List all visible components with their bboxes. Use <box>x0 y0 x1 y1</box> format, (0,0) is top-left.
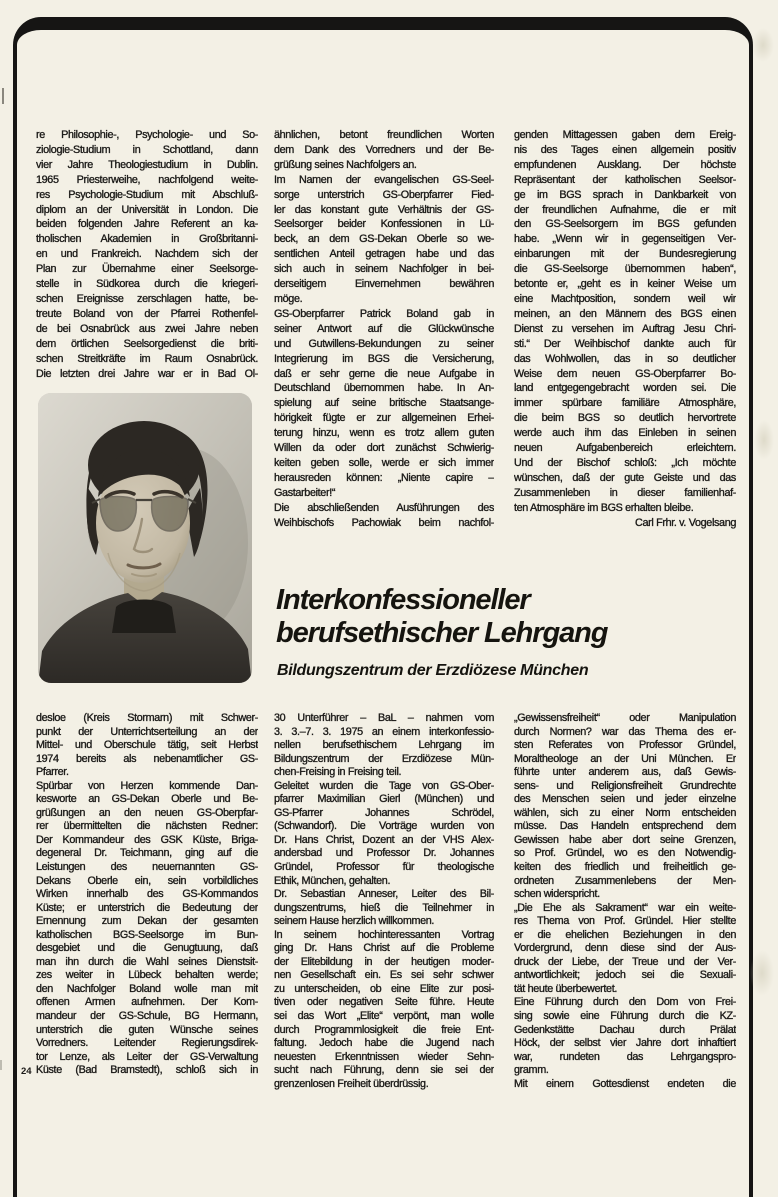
text-line: das Wohlwollen, das in so deutlicher <box>514 352 736 365</box>
text-line: GS-Oberpfarrer Patrick Boland gab in <box>274 307 494 320</box>
text-line: sei das Wort „Elite“ verpönt, man wolle <box>274 1010 494 1023</box>
text-line: 3. 3.–7. 3. 1975 an einem interkonfessio- <box>274 725 494 738</box>
article-subtitle: Bildungszentrum der Erzdiözese München <box>277 662 589 679</box>
text-line: werde auch ihm das Einleben in seinen <box>514 427 736 440</box>
article-boland-column-1 <box>36 128 258 381</box>
print-registration-mark <box>2 88 4 104</box>
text-line: diplom an der Universität in London. Die <box>36 203 258 216</box>
text-line: kesworte an GS-Dekan Oberle und Be- <box>36 793 258 806</box>
text-line: rer übermittelten die nächsten Redner: <box>36 820 258 833</box>
text-line: sich auch in seinem Nachfolger in bei- <box>274 263 494 276</box>
text-line: und Gutwillens-Bekundungen zu seiner <box>274 337 494 350</box>
text-line: Eine Führung durch den Dom von Frei- <box>514 996 736 1009</box>
text-line: grüßungen an den neuen GS-Oberpfar- <box>36 806 258 819</box>
text-line: terung hinzu, wenn es trotz allem guten <box>274 427 494 440</box>
text-line: dem Dank des Vorredners und der Be- <box>274 143 494 156</box>
text-line: res Psychologie-Studium mit Abschluß- <box>36 188 258 201</box>
text-line: Repräsentant der katholischen Seelsor- <box>514 173 736 186</box>
text-line: schen Ereignisse zerschlagen hatte, be- <box>36 292 258 305</box>
text-line: Moraltheologe an der Uni München. Er <box>514 752 736 765</box>
text-line: Dienst zu versehen im Auftrag Jesu Chri- <box>514 322 736 335</box>
text-line: seiner Antwort auf die Glückwünsche <box>274 322 494 335</box>
text-line: GS-Pfarrer Johannes Schrödel, <box>274 806 494 819</box>
text-line: ging Dr. Hans Christ auf die Probleme <box>274 942 494 955</box>
text-line: ten Atmosphäre im BGS erhalten bleibe. <box>514 501 694 514</box>
text-line: sucht nach Führung, denn sie sei der <box>274 1064 494 1077</box>
text-line: meinen, an den Männern des BGS einen <box>514 307 736 320</box>
text-line: degeneral Dr. Teichmann, ging auf die <box>36 847 258 860</box>
text-line: Dekans Oberle ein, sein vorbildliches <box>36 874 258 887</box>
text-line: nis des Tages einen allgemein positiv <box>514 143 736 156</box>
text-line: res Thema von Prof. Gründel. Hier stellte <box>514 915 736 928</box>
text-line: derseitigem Einvernehmen bewähren <box>274 278 494 291</box>
text-line: (Schwandorf). Die Vorträge wurden von <box>274 820 494 833</box>
text-line: wünschen, daß der gute Geiste und das <box>514 471 736 484</box>
text-line: Und der Bischof schloß: „Ich möchte <box>514 456 736 469</box>
text-line: beiden folgenden Jahre Referent an ka- <box>36 218 258 231</box>
text-line: wählen, sich zu einer Norm entscheiden <box>514 806 736 819</box>
article-boland-column-3 <box>514 128 736 530</box>
text-line: Plan zur Übernahme einer Seelsorge- <box>36 263 258 276</box>
page-number: 24 <box>21 1066 32 1077</box>
text-line: schen widerspricht. <box>514 888 600 901</box>
text-line: Gastarbeiter!“ <box>274 486 336 499</box>
text-line: Mit einem Gottesdienst endeten die <box>514 1077 736 1090</box>
text-line: Zusammenleben in dieser familienhaf- <box>514 486 736 499</box>
text-line: möge. <box>274 292 303 305</box>
text-line: Geleitet wurden die Tage von GS-Ober- <box>274 779 494 792</box>
text-line: „Die Ehe als Sakrament“ war ein weite- <box>514 901 736 914</box>
text-line: Vordergrund, denn diese sind der Aus- <box>514 942 736 955</box>
text-line: Bildungszentrum der Erzdiözese Mün- <box>274 752 494 765</box>
text-line: durch Normen? war das Thema des er- <box>514 725 736 738</box>
text-line: spielung auf seine britische Staatsange- <box>274 397 494 410</box>
text-line: empfundenen Ausklang. Der höchste <box>514 158 736 171</box>
paper-smudge <box>752 28 774 62</box>
text-line: 1974 bereits als nebenamtlicher GS- <box>36 752 258 765</box>
text-line: durch Programmlosigkeit die freie Ent- <box>274 1023 494 1036</box>
text-line: Seelsorger beider Konfessionen in Lü- <box>274 218 494 231</box>
text-line: nen Gesellschaft ein. Es sei sehr schwer <box>274 969 494 982</box>
text-line: Die abschließenden Ausführungen des <box>274 501 494 514</box>
print-registration-mark <box>0 1060 2 1070</box>
text-line: druck der Liebe, der Treue und der Ver- <box>514 955 736 968</box>
text-line: schen Streitkräfte im Raum Osnabrück. <box>36 352 258 365</box>
text-line: ge im BGS sprach in Dankbarkeit von <box>514 188 736 201</box>
portrait-photo <box>38 393 252 683</box>
text-line: hörigkeit fügte er zur allgemeinen Erhei- <box>274 412 494 425</box>
text-line: dem örtlichen Seelsorgedienst die briti- <box>36 337 258 350</box>
text-line: dungszentrums, hieß die Teilnehmer in <box>274 901 494 914</box>
text-line: Gewissen habe aber dort seine Grenzen, <box>514 833 736 846</box>
text-line: betonte er, „geht es in keiner Weise um <box>514 278 736 291</box>
text-line: Ernennung zum Dekan der gesamten <box>36 915 258 928</box>
text-line: war, rundeten das Lehrgangspro- <box>514 1050 736 1063</box>
text-line: man ihn durch die Wahl seines Dienstsit- <box>36 955 258 968</box>
text-line: neuen Aufgabenbereich erleichtern. <box>514 442 736 455</box>
text-line: en und Frankreich. Nachdem sich der <box>36 248 258 261</box>
text-line: punkt der Unterrichtserteilung an der <box>36 725 258 738</box>
article-lehrgang-column-left <box>274 712 494 1091</box>
text-line: In seinem hochinteressanten Vortrag <box>274 928 494 941</box>
text-line: „Gewissensfreiheit“ oder Manipulation <box>514 712 736 724</box>
text-line: der freundlichen Aufnahme, die er mit <box>514 203 736 216</box>
text-line: ordneten Zusammenlebens der Men- <box>514 874 736 887</box>
text-line: grenzenlosen Freiheit überdrüssig. <box>274 1077 429 1090</box>
text-line: Carl Frhr. v. Vogelsang <box>635 516 736 529</box>
text-line: 1965 Priesterweihe, nachfolgend weite- <box>36 173 258 186</box>
text-line: katholischen BGS-Seelsorge im Bun- <box>36 928 258 941</box>
text-line: Weihbischofs Pachowiak beim nachfol- <box>274 516 494 529</box>
text-line: immer spürbare familiäre Atmosphäre, <box>514 397 736 410</box>
text-line: keiten des friedlich und freiheitlich ge- <box>514 861 736 874</box>
text-line: herausreden können: „Niente capire – <box>274 471 494 484</box>
article-boland-column-1-continued <box>36 712 258 1078</box>
text-line: faltung. Jedoch habe die Jugend nach <box>274 1037 494 1050</box>
text-line: sing sowie eine Führung durch die KZ- <box>514 1010 736 1023</box>
text-line: de bei Osnabrück aus zwei Jahre neben <box>36 322 258 335</box>
text-line: Küste; er unterstrich die Bedeutung der <box>36 901 258 914</box>
text-line: Gedenkstätte Dachau durch Prälat <box>514 1023 736 1036</box>
paper-smudge <box>754 420 774 460</box>
text-line: sten Referates von Professor Gründel, <box>514 739 736 752</box>
text-line: antwortlichkeit; jedoch sei die Sexuali- <box>514 969 736 982</box>
text-line: vier Jahre Theologiestudium in Dublin. <box>36 158 258 171</box>
text-line: zes weiter in Lübeck behalten werde; <box>36 969 258 982</box>
text-line: ziologie-Studium in Schottland, dann <box>36 143 258 156</box>
text-line: Spürbar von Herzen kommende Dan- <box>36 779 258 792</box>
text-line: Vorredners. Leitender Regierungsdirek- <box>36 1037 258 1050</box>
text-line: tor Lenze, als Leiter der GS-Verwaltung <box>36 1050 258 1063</box>
text-line: daß er sehr gerne die neue Aufgabe in <box>274 367 494 380</box>
text-line: Gründel, Professor für theologische <box>274 861 494 874</box>
text-line: Ethik, München, gehalten. <box>274 874 391 887</box>
text-line: tholischen Akademien in Großbritanni- <box>36 233 258 246</box>
text-line: Im Namen der evangelischen GS-Seel- <box>274 173 494 186</box>
text-line: land entgegengebracht worden sei. Die <box>514 382 736 395</box>
text-line: Die letzten drei Jahre war er in Bad Ol- <box>36 367 258 380</box>
paper-smudge <box>750 950 774 996</box>
text-line: er die ehelichen Beziehungen in den <box>514 928 736 941</box>
text-line: Deutschland übernommen habe. In An- <box>274 382 494 395</box>
text-line: müsse. Das Handeln entsprechend dem <box>514 820 736 833</box>
text-line: re Philosophie-, Psychologie- und So- <box>36 129 258 141</box>
text-line: die GS-Seelsorge übernommen haben“, <box>514 263 736 276</box>
text-line: grüßung seines Nachfolgers an. <box>274 158 417 171</box>
text-line: tät heute überbewertet. <box>514 982 617 995</box>
text-line: habe. „Wenn wir in gegenseitigen Ver- <box>514 233 736 246</box>
text-line: mandeur der GS-Schule, BG Hermann, <box>36 1010 258 1023</box>
text-line: nellen berufsethischem Lehrgang im <box>274 739 494 752</box>
text-line: Höck, der selbst vier Jahre dort inhaftiert <box>514 1037 736 1050</box>
text-line: unterstrich die guten Wünsche seines <box>36 1023 258 1036</box>
text-line: Küste (Bad Bramstedt), schloß sich in <box>36 1064 258 1077</box>
article-lehrgang-column-right <box>514 712 736 1091</box>
text-line: Integrierung im BGS die Versicherung, <box>274 352 494 365</box>
text-line: ähnlichen, betont freundlichen Worten <box>274 129 494 141</box>
text-line: Weise dem neuen GS-Oberpfarrer Bo- <box>514 367 736 380</box>
text-line: sti.“ Der Weihbischof dankte auch für <box>514 337 736 350</box>
text-line: Dr. Sebastian Anneser, Leiter des Bil- <box>274 888 494 901</box>
text-line: genden Mittagessen gaben dem Ereig- <box>514 129 736 141</box>
text-line: sentlichen Anteil getragen habe und das <box>274 248 494 261</box>
text-line: Leistungen des neuernannten GS- <box>36 861 258 874</box>
text-line: gramm. <box>514 1064 549 1077</box>
text-line: sens- und Religionsfreiheit Grundrechte <box>514 779 736 792</box>
text-line: Pfarrer. <box>36 766 69 779</box>
text-line: chen-Freising in Freising teil. <box>274 766 402 779</box>
text-line: ler das konstant gute Verhältnis der GS- <box>274 203 494 216</box>
text-line: beck, an dem GS-Dekan Oberle so we- <box>274 233 494 246</box>
text-line: stelle in Südkorea durch die kriegeri- <box>36 278 258 291</box>
text-line: tiven oder negativen Seite führe. Heute <box>274 996 494 1009</box>
text-line: Dr. Hans Christ, Dozent an der VHS Alex- <box>274 833 494 846</box>
text-line: treute Boland von der Pfarrei Rothenfel- <box>36 307 258 320</box>
text-line: den Nachfolger Boland wolle man mit <box>36 982 258 995</box>
text-line: so Prof. Gründel, wo es den Notwendig- <box>514 847 736 860</box>
article-boland-column-2 <box>274 128 494 530</box>
text-line: neuesten Erkenntnissen wieder Sehn- <box>274 1050 494 1063</box>
text-line: Der Kommandeur des GSK Küste, Briga- <box>36 833 258 846</box>
text-line: andersbad und Professor Dr. Johannes <box>274 847 494 860</box>
text-line: seinem Hause herzlich willkommen. <box>274 915 435 928</box>
text-line: sorge unterstrich GS-Oberpfarrer Fied- <box>274 188 494 201</box>
text-line: pfarrer Maximilian Gierl (München) und <box>274 793 494 806</box>
text-line: eine Machtposition, sondern weil wir <box>514 292 736 305</box>
text-line: offenen Armen aufnehmen. Der Kom- <box>36 996 258 1009</box>
text-line: der Elitebildung in der heutigen moder- <box>274 955 494 968</box>
text-line: den GS-Seelsorgern im BGS gefunden <box>514 218 736 231</box>
text-line: einbarungen mit der Bundesregierung <box>514 248 736 261</box>
headline-line-2: berufsethischer Lehrgang <box>276 617 608 649</box>
text-line: Mittel- und Oberschule tätig, seit Herbst <box>36 739 258 752</box>
text-line: die beim BGS so deutlich hervortrete <box>514 412 736 425</box>
text-line: 30 Unterführer – BaL – nahmen vom <box>274 712 494 724</box>
text-line: desloe (Kreis Stormarn) mit Schwer- <box>36 712 258 724</box>
text-line: zu unterscheiden, ob eine Elite zur posi- <box>274 982 494 995</box>
headline-line-1: Interkonfessioneller <box>276 584 530 616</box>
text-line: führte unter anderem aus, daß Gewis- <box>514 766 736 779</box>
text-line: keiten geben solle, werde er sich immer <box>274 456 494 469</box>
text-line: desgebiet und die Genugtuung, daß <box>36 942 258 955</box>
portrait-photo-illustration <box>38 393 252 683</box>
text-line: Willen da oder dort zunächst Schwierig- <box>274 442 494 455</box>
text-line: des Menschen seien und jeder einzelne <box>514 793 736 806</box>
article-headline <box>276 584 746 650</box>
text-line: Wirken innerhalb des GS-Kommandos <box>36 888 258 901</box>
